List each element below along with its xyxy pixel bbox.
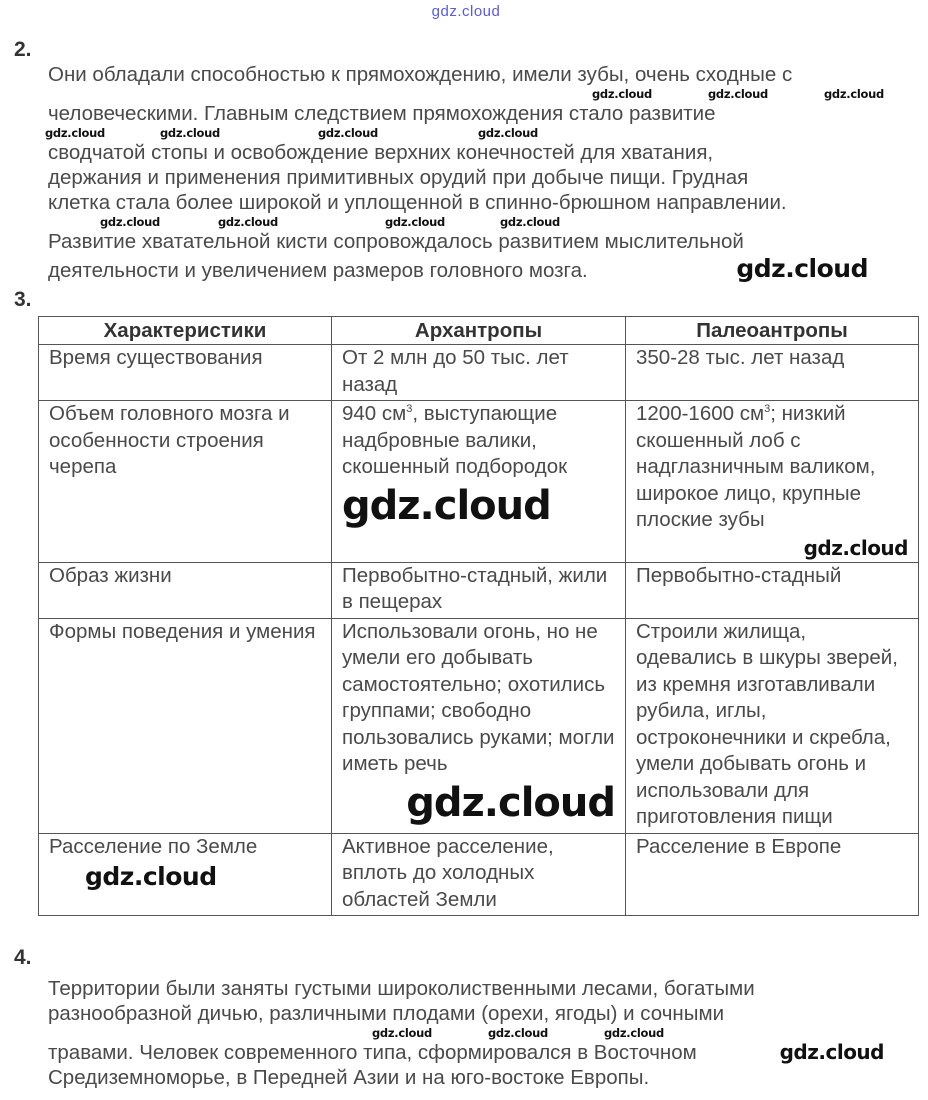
watermark: gdz.cloud xyxy=(824,87,884,101)
table-row xyxy=(39,562,919,618)
header-watermark: gdz.cloud xyxy=(431,3,501,20)
task-4-number: 4. xyxy=(14,946,32,969)
behavior-text: Использовали огонь, но не умели его добывать самостоятельно; охотились группами; свободно пользовались руками; могли иметь речь xyxy=(342,619,615,775)
superscript: 3 xyxy=(764,403,771,416)
superscript: 3 xyxy=(406,403,413,416)
table-header-row xyxy=(39,317,919,345)
watermark: gdz.cloud xyxy=(45,126,105,140)
task-2-number: 2. xyxy=(14,38,32,61)
watermark: gdz.cloud xyxy=(372,1026,432,1040)
task-2-last-line-row xyxy=(48,254,868,284)
cell-paleoanthropes: Первобытно-стадный xyxy=(626,562,919,618)
watermark: gdz.cloud xyxy=(342,482,551,529)
task-2-text xyxy=(45,62,918,284)
table-row xyxy=(39,618,919,833)
cell-feature: Время существования xyxy=(39,345,332,401)
cell-archanthropes: Первобытно-стадный, жили в пещерах xyxy=(332,562,626,618)
watermark: gdz.cloud xyxy=(736,254,868,283)
brain-volume: 1200-1600 см xyxy=(636,402,765,425)
watermark-row xyxy=(45,126,918,140)
cell-archanthropes xyxy=(332,618,626,833)
task-3-number: 3. xyxy=(14,288,32,311)
feature-text: Объем головного мозга и особенности строения черепа xyxy=(49,402,290,478)
watermark: gdz.cloud xyxy=(318,126,378,140)
cell-paleoanthropes: 350-28 тыс. лет назад xyxy=(626,345,919,401)
watermark: gdz.cloud xyxy=(592,87,652,101)
cell-feature xyxy=(39,618,332,833)
task-4-line: разнообразной дичью, различными плодами (орехи, ягоды) и сочными xyxy=(48,1002,725,1025)
watermark: gdz.cloud xyxy=(100,215,160,229)
watermark-row xyxy=(48,215,918,229)
skull-features: , выступающие надбровные валики, скошенный подбородок xyxy=(342,402,568,478)
cell-archanthropes: Активное расселение, вплоть до холодных областей Земли xyxy=(332,833,626,916)
header-paleoanthropes: Палеоантропы xyxy=(626,317,919,345)
watermark: gdz.cloud xyxy=(478,126,538,140)
watermark: gdz.cloud xyxy=(803,535,908,560)
watermark-row xyxy=(48,87,918,101)
watermark: gdz.cloud xyxy=(160,126,220,140)
feature-text: Расселение по Земле xyxy=(49,834,258,858)
skull-features: ; низкий скошенный лоб с надглазничным валиком, широкое лицо, крупные плоские зубы xyxy=(636,402,876,531)
header-archanthropes: Архантропы xyxy=(332,317,626,345)
task-4-line: Средиземноморье, в Передней Азии и на юго-востоке Европы. xyxy=(48,1066,650,1089)
cell-paleoanthropes: Строили жилища, одевались в шкуры зверей, из кремня изготавливали рубила, иглы, остроконечники и скребла, умели добывать огонь и использовали для приготовления пищи xyxy=(626,618,919,833)
task-2-line: клетка стала более широкой и уплощенной в спинно-брюшном направлении. xyxy=(48,191,787,214)
task-4-text xyxy=(48,976,918,1090)
cell-feature: Образ жизни xyxy=(39,562,332,618)
watermark: gdz.cloud xyxy=(406,779,615,826)
header-characteristics: Характеристики xyxy=(39,317,332,345)
task-2-line: сводчатой стопы и освобождение верхних конечностей для хватания, xyxy=(48,141,714,164)
cell-feature xyxy=(39,833,332,916)
cell-paleoanthropes: Расселение в Европе xyxy=(626,833,919,916)
task-4-line-row xyxy=(48,1040,884,1065)
table-row xyxy=(39,345,919,401)
task-2-line: Развитие хватательной кисти сопровождалось развитием мыслительной xyxy=(48,230,744,253)
cell-feature xyxy=(39,401,332,563)
watermark: gdz.cloud xyxy=(385,215,445,229)
watermark: gdz.cloud xyxy=(488,1026,548,1040)
task-2-line: держания и применения примитивных орудий при добыче пищи. Грудная xyxy=(48,166,749,189)
task-4-line: травами. Человек современного типа, сформировался в Восточном xyxy=(48,1041,697,1064)
cell-archanthropes xyxy=(332,401,626,563)
table-row xyxy=(39,401,919,563)
watermark: gdz.cloud xyxy=(85,862,217,891)
brain-volume: 940 см xyxy=(342,402,407,425)
table-row xyxy=(39,833,919,916)
watermark: gdz.cloud xyxy=(708,87,768,101)
task-2-line: деятельности и увеличением размеров головного мозга. xyxy=(48,259,588,282)
cell-paleoanthropes xyxy=(626,401,919,563)
task-2-line: Они обладали способностью к прямохождению, имели зубы, очень сходные с xyxy=(48,63,793,86)
watermark: gdz.cloud xyxy=(500,215,560,229)
watermark-row xyxy=(48,1026,918,1040)
cell-archanthropes: От 2 млн до 50 тыс. лет назад xyxy=(332,345,626,401)
feature-text: Формы поведения и умения xyxy=(49,619,316,643)
watermark: gdz.cloud xyxy=(604,1026,664,1040)
watermark: gdz.cloud xyxy=(218,215,278,229)
watermark: gdz.cloud xyxy=(779,1040,884,1064)
comparison-table xyxy=(38,316,919,916)
task-2-line: человеческими. Главным следствием прямохождения стало развитие xyxy=(48,102,716,125)
task-4-line: Территории были заняты густыми широколиственными лесами, богатыми xyxy=(48,977,755,1000)
